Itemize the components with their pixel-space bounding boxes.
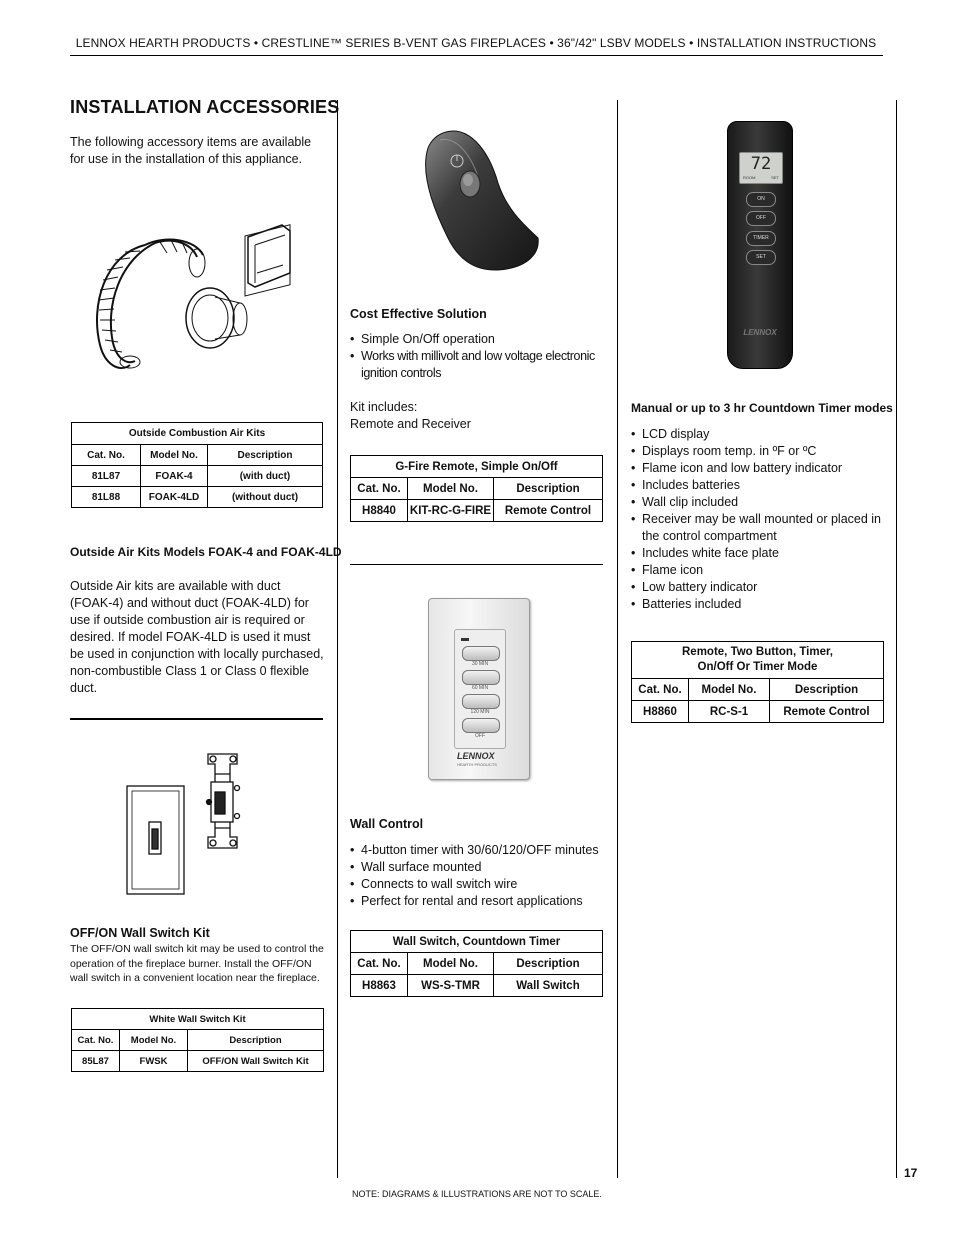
table-cell: Remote Control (770, 701, 884, 723)
wall-switch-heading: OFF/ON Wall Switch Kit (70, 926, 210, 940)
remote-bullet-list (350, 331, 604, 382)
list-item: • Wall clip included (631, 494, 885, 511)
list-item: • Batteries included (631, 596, 885, 613)
list-item: • Low battery indicator (631, 579, 885, 596)
list-item: • 4-button timer with 30/60/120/OFF minutes (350, 842, 604, 859)
wall-switch-illustration (125, 752, 245, 897)
table-header: Model No. (141, 445, 208, 466)
timer-remote-device (727, 121, 793, 369)
button-label: 60 MIN (471, 685, 489, 691)
timer-remote-bullet-list (631, 426, 885, 613)
remote-heading: Cost Effective Solution (350, 307, 487, 321)
remote-timer-button[interactable]: TIMER (746, 231, 776, 246)
table-header: Description (208, 445, 323, 466)
table-header: Cat. No. (72, 1030, 120, 1051)
table-header: Model No. (408, 478, 494, 500)
table-row (72, 466, 323, 487)
section-rule (70, 718, 323, 720)
list-item: • Includes batteries (631, 477, 885, 494)
indicator-led-icon (461, 638, 469, 641)
table-title-line: On/Off Or Timer Mode (697, 661, 818, 673)
column-divider-3 (896, 100, 897, 1178)
list-item: • Includes white face plate (631, 545, 885, 562)
timer-30-button[interactable] (462, 646, 500, 661)
remote-off-button[interactable]: OFF (746, 211, 776, 226)
table-header: Model No. (689, 679, 770, 701)
timer-off-button[interactable] (462, 718, 500, 733)
table-cell: (without duct) (208, 487, 323, 508)
table-header: Cat. No. (351, 478, 408, 500)
table-header: Cat. No. (72, 445, 141, 466)
lennox-logo: LENNOX (457, 751, 495, 761)
lcd-temperature: 72 (750, 154, 772, 174)
table-header: Model No. (120, 1030, 188, 1051)
timer-remote-table (631, 641, 884, 723)
table-row (351, 975, 603, 997)
outside-air-paragraph: Outside Air kits are available with duct (FOAK-4) and without duct (FOAK-4LD) for use if outside combustion air is required or desired. If model FOAK-4LD is used it must be used in conjunction with locally purchased, non-combustible Class 1 or Class 0 flexible duct. (70, 579, 324, 695)
table-cell: H8863 (351, 975, 408, 997)
table-header: Description (494, 953, 603, 975)
remote-set-button[interactable]: SET (746, 250, 776, 265)
table-cell: (with duct) (208, 466, 323, 487)
kit-includes-label: Kit includes: (350, 400, 418, 414)
running-header: LENNOX HEARTH PRODUCTS • CRESTLINE™ SERIES B-VENT GAS FIREPLACES • 36"/42" LSBV MODELS • INSTALLATION INSTRUCTIONS (75, 36, 877, 50)
wall-control-heading: Wall Control (350, 817, 424, 831)
outside-air-kit-illustration (85, 225, 300, 375)
timer-120-button[interactable] (462, 694, 500, 709)
list-item: • Flame icon and low battery indicator (631, 460, 885, 477)
table-cell: KIT-RC-G-FIRE (408, 500, 494, 522)
table-cell: H8860 (632, 701, 689, 723)
table-cell: RC-S-1 (689, 701, 770, 723)
lcd-label: ROOM (743, 175, 756, 180)
table-title-line: Remote, Two Button, Timer, (682, 646, 833, 658)
wall-switch-kit-table (71, 1008, 324, 1072)
lennox-logo: LENNOX (743, 328, 777, 337)
table-header: Cat. No. (351, 953, 408, 975)
table-cell: FOAK-4LD (141, 487, 208, 508)
timer-remote-heading: Manual or up to 3 hr Countdown Timer modes (631, 401, 893, 415)
list-item: • Flame icon (631, 562, 885, 579)
list-item: • Displays room temp. in ºF or ºC (631, 443, 885, 460)
table-cell: WS-S-TMR (408, 975, 494, 997)
table-title: G-Fire Remote, Simple On/Off (351, 456, 603, 478)
column-divider-2 (617, 100, 618, 1178)
intro-paragraph: The following accessory items are available for use in the installation of this appliance. (70, 135, 312, 166)
table-header: Description (770, 679, 884, 701)
table-title: Outside Combustion Air Kits (72, 423, 323, 445)
table-cell: 81L88 (72, 487, 141, 508)
table-row (72, 1051, 324, 1072)
header-rule (70, 55, 883, 56)
table-cell: Wall Switch (494, 975, 603, 997)
wall-switch-paragraph: The OFF/ON wall switch kit may be used to control the operation of the fireplace burner. Install the OFF/ON wall switch in a convenient location near the fireplace. (70, 943, 324, 984)
table-cell: OFF/ON Wall Switch Kit (188, 1051, 324, 1072)
g-fire-remote-table (350, 455, 603, 522)
outside-air-kits-table (71, 422, 323, 508)
table-header: Cat. No. (632, 679, 689, 701)
table-cell: FWSK (120, 1051, 188, 1072)
wall-control-bullet-list (350, 842, 604, 910)
table-cell: 81L87 (72, 466, 141, 487)
list-item: • Simple On/Off operation (350, 331, 604, 348)
button-label: 30 MIN (471, 661, 489, 667)
list-item: • Works with millivolt and low voltage electronic ignition controls (350, 348, 604, 382)
list-item: • Perfect for rental and resort applications (350, 893, 604, 910)
list-item: • Connects to wall switch wire (350, 876, 604, 893)
table-row (72, 487, 323, 508)
page-number: 17 (904, 1166, 918, 1180)
wall-switch-timer-table (350, 930, 603, 997)
section-rule (350, 564, 603, 565)
table-row (632, 701, 884, 723)
button-label: 120 MIN (470, 709, 490, 715)
table-row (351, 500, 603, 522)
kit-includes-items: Remote and Receiver (350, 417, 471, 431)
g-fire-remote-illustration (418, 128, 543, 273)
table-header: Description (188, 1030, 324, 1051)
list-item: • LCD display (631, 426, 885, 443)
button-label: OFF (475, 733, 485, 739)
lennox-logo-subtitle: HEARTH PRODUCTS (457, 762, 497, 767)
section-title: INSTALLATION ACCESSORIES (70, 97, 340, 117)
lcd-display (739, 152, 783, 184)
table-cell: H8840 (351, 500, 408, 522)
table-cell: FOAK-4 (141, 466, 208, 487)
table-cell: 85L87 (72, 1051, 120, 1072)
table-title: White Wall Switch Kit (72, 1009, 324, 1030)
timer-60-button[interactable] (462, 670, 500, 685)
table-cell: Remote Control (494, 500, 603, 522)
list-item: • Wall surface mounted (350, 859, 604, 876)
footer-note: NOTE: DIAGRAMS & ILLUSTRATIONS ARE NOT TO SCALE. (352, 1189, 602, 1199)
table-title (632, 642, 884, 679)
remote-on-button[interactable]: ON (746, 192, 776, 207)
table-header: Model No. (408, 953, 494, 975)
outside-air-heading: Outside Air Kits Models FOAK-4 and FOAK-4LD (70, 545, 342, 559)
wall-control-panel (454, 629, 506, 749)
table-header: Description (494, 478, 603, 500)
lcd-label: SET (771, 175, 779, 180)
column-divider-1 (337, 100, 338, 1178)
list-item: • Receiver may be wall mounted or placed in the control compartment (631, 511, 885, 545)
table-title: Wall Switch, Countdown Timer (351, 931, 603, 953)
wall-control-plate (428, 598, 530, 780)
